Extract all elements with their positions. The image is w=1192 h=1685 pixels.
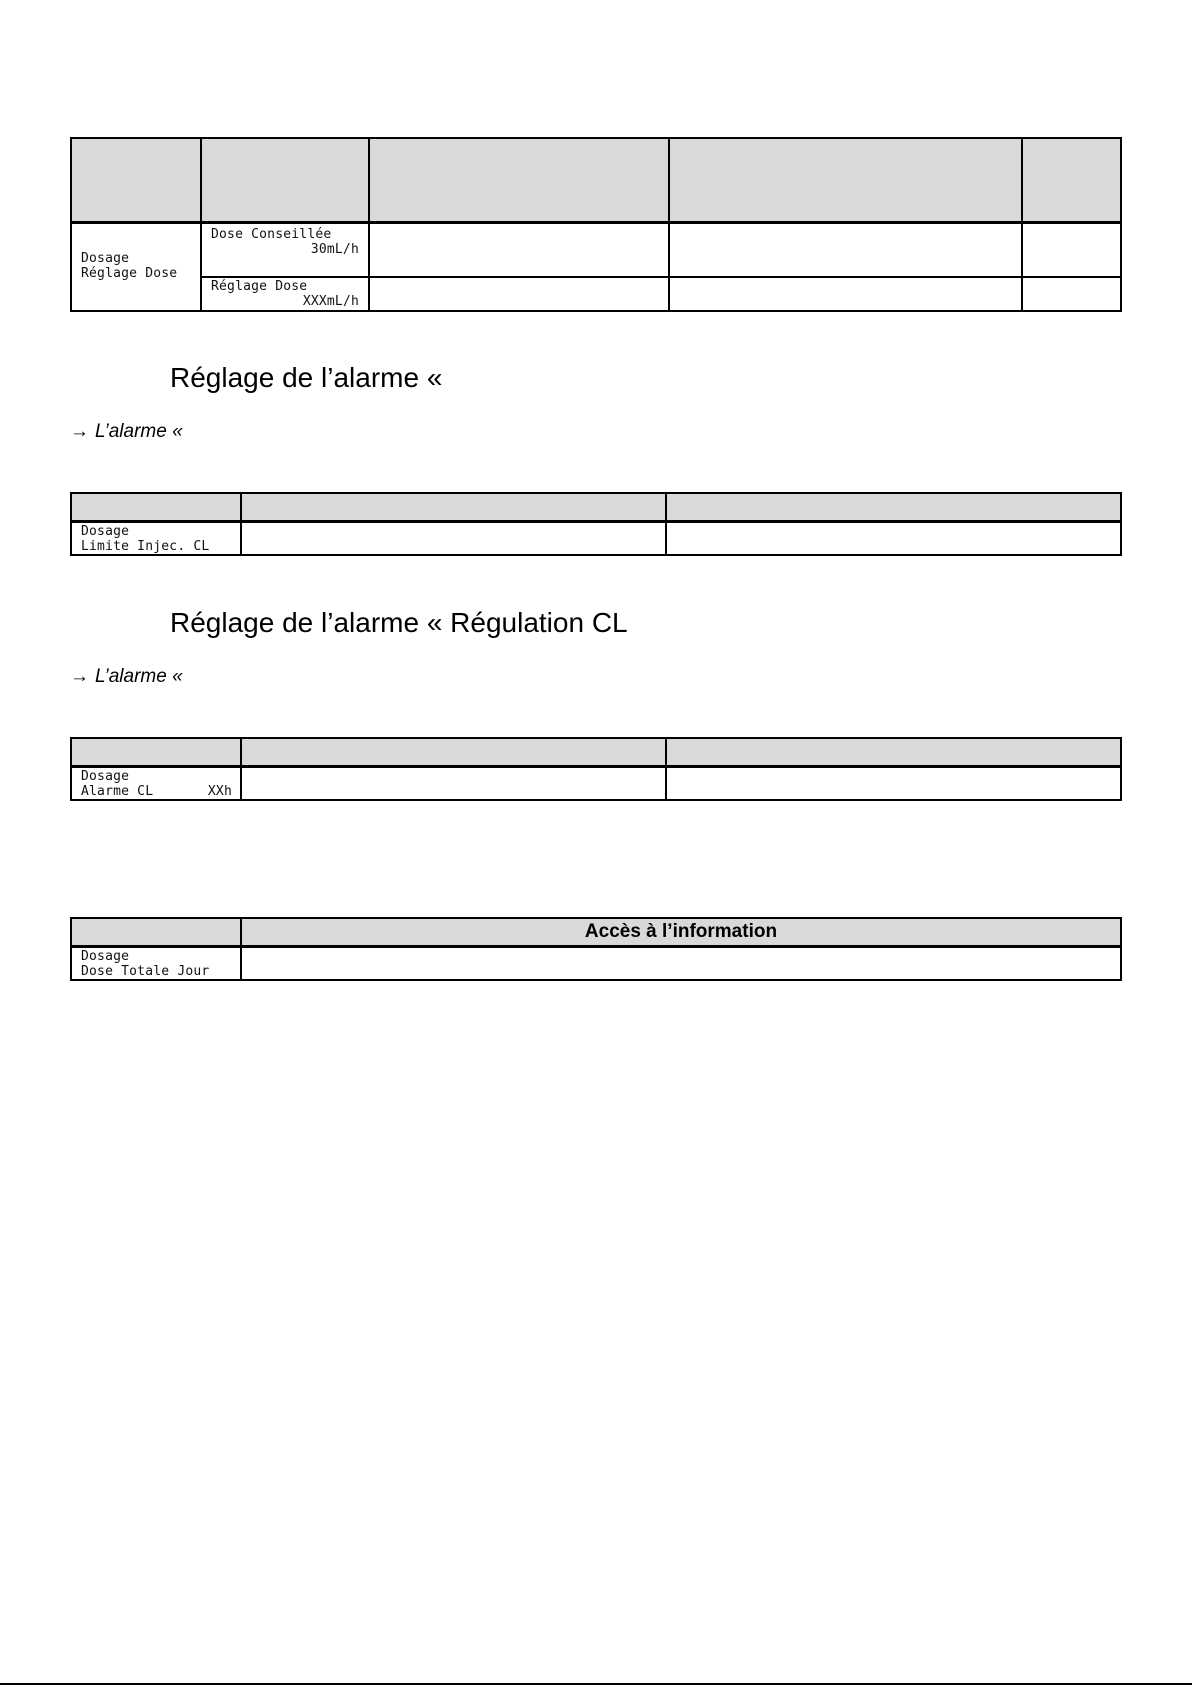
table3-screen-cell	[71, 766, 241, 800]
table2-cell	[241, 521, 666, 555]
table1-group-cell	[71, 222, 201, 311]
table2-header-2	[241, 493, 666, 521]
lcd-screen-dose-setting	[202, 278, 368, 309]
lcd-line-1: Dosage	[81, 949, 130, 964]
table1-cell	[369, 277, 669, 311]
table4-header-info-access: Accès à l’information	[241, 918, 1121, 947]
lcd-line-2: Dose Totale Jour	[81, 964, 210, 979]
table1-screen-cell	[201, 277, 369, 311]
table4-screen-cell	[71, 947, 241, 981]
lcd-line-1: Dosage	[81, 523, 130, 539]
table1-header-3	[369, 138, 669, 222]
table3-cell	[666, 766, 1121, 800]
lcd-line-2-label: Alarme CL	[81, 783, 154, 799]
lcd-line-1: Réglage Dose	[211, 279, 308, 294]
lcd-screen-cl-alarm	[72, 768, 240, 799]
table4-cell	[241, 947, 1121, 981]
lcd-line-1: Dosage	[81, 250, 130, 266]
table1-header-2	[201, 138, 369, 222]
lcd-line-1: Dosage	[81, 768, 130, 784]
table1-cell	[669, 222, 1022, 277]
lcd-menu-label	[72, 224, 200, 281]
table2-header-3	[666, 493, 1121, 521]
table2-header-1	[71, 493, 241, 521]
table1-header-4	[669, 138, 1022, 222]
arrow-right-icon: →	[70, 666, 89, 687]
note-text: L’alarme «	[95, 666, 183, 687]
injection-limit-table	[70, 492, 1122, 556]
table1-cell	[1022, 222, 1121, 277]
arrow-right-icon: →	[70, 421, 89, 442]
lcd-screen-injection-limit	[72, 523, 240, 554]
lcd-line-2: Réglage Dose	[81, 265, 178, 281]
lcd-line-2	[81, 784, 240, 799]
lcd-line-2-value: XXh	[207, 783, 232, 799]
table1-cell	[1022, 277, 1121, 311]
table1-header-1	[71, 138, 201, 222]
table1-header-5	[1022, 138, 1121, 222]
table3-header-1	[71, 738, 241, 766]
lcd-screen-total-daily-dose	[72, 948, 240, 979]
table3-cell	[241, 766, 666, 800]
table1-cell	[369, 222, 669, 277]
lcd-line-2: XXXmL/h	[302, 294, 359, 309]
lcd-line-2: 30mL/h	[310, 241, 359, 257]
table2-cell	[666, 521, 1121, 555]
table4-header-1	[71, 918, 241, 947]
section-heading: Réglage de l’alarme « Régulation CL	[170, 607, 628, 638]
lcd-line-2: Limite Injec. CL	[81, 538, 210, 554]
note-text: L’alarme «	[95, 421, 183, 442]
total-daily-dose-table	[70, 917, 1122, 981]
dose-settings-table	[70, 137, 1122, 312]
lcd-screen-recommended-dose	[202, 224, 368, 257]
cl-alarm-table	[70, 737, 1122, 801]
table1-cell	[669, 277, 1022, 311]
table2-screen-cell	[71, 521, 241, 555]
table1-screen-cell	[201, 222, 369, 277]
section-heading: Réglage de l’alarme «	[170, 362, 443, 393]
table3-header-3	[666, 738, 1121, 766]
section-note	[70, 421, 183, 443]
section-note	[70, 666, 183, 688]
table3-header-2	[241, 738, 666, 766]
lcd-line-1: Dose Conseillée	[211, 226, 332, 242]
